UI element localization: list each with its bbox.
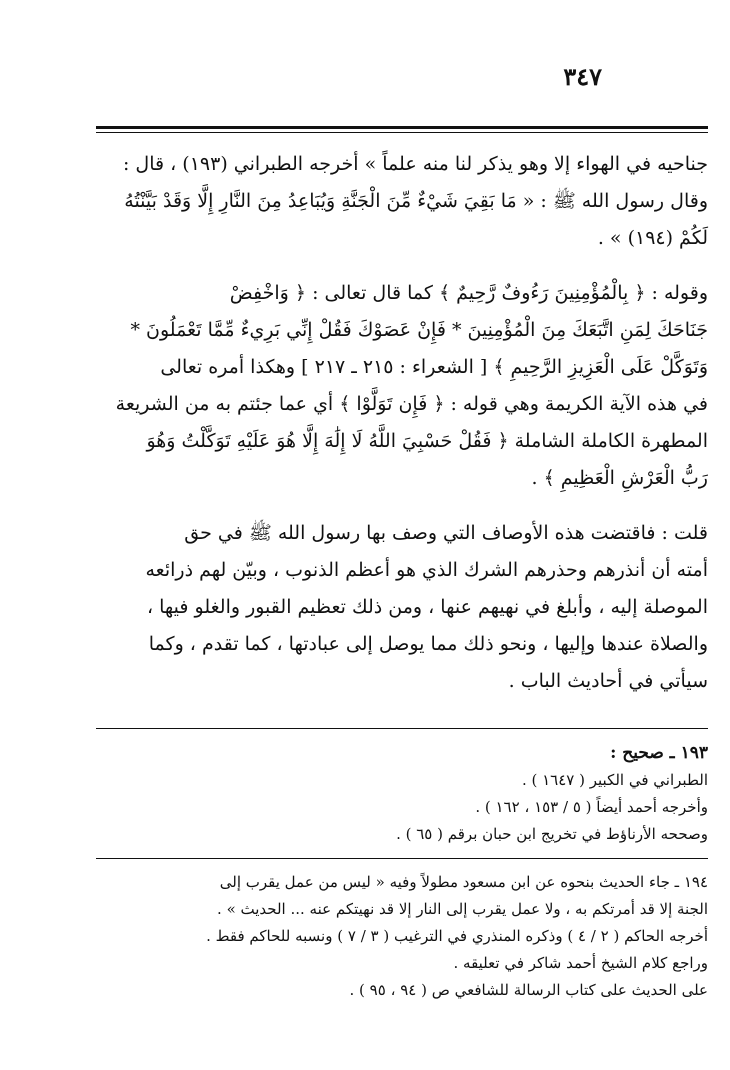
paragraph-1 — [96, 146, 708, 257]
text-line: وَتَوَكَّلْ عَلَى الْعَزِيزِ الرَّحِيمِ ﴾ [ الشعراء : ٢١٥ ـ ٢١٧ ] وهكذا أمره تعالى — [160, 356, 708, 378]
text-line: في هذه الآية الكريمة وهي قوله : ﴿ فَإِن تَوَلَّوْا ﴾ أي عما جئتم به من الشريعة — [115, 393, 708, 415]
header-rule-thick — [96, 126, 708, 129]
paragraph-3 — [96, 515, 708, 700]
paragraph-2 — [96, 275, 708, 497]
footnote-heading: ١٩٣ ـ صحيح : — [610, 743, 708, 763]
text-line: الموصلة إليه ، وأبلغ في نهيهم عنها ، ومن ذلك تعظيم القبور والغلو فيها ، — [146, 596, 708, 618]
text-line: المطهرة الكاملة الشاملة ﴿ فَقُلْ حَسْبِيَ اللَّهُ لَا إِلَٰهَ إِلَّا هُوَ عَلَيْهِ تَوَكَّلْتُ وَهُوَ — [146, 430, 708, 452]
text-line: والصلاة عندها وإليها ، ونحو ذلك مما يوصل إلى عبادتها ، كما تقدم ، وكما — [148, 633, 708, 655]
footnote-line: على الحديث على كتاب الرسالة للشافعي ص ( ٩٤ ، ٩٥ ) . — [349, 981, 708, 999]
footnote-line: أخرجه الحاكم ( ٢ / ٤ ) وذكره المنذري في الترغيب ( ٣ / ٧ ) ونسبه للحاكم فقط . — [206, 927, 708, 945]
footnote-line: الطبراني في الكبير ( ١٦٤٧ ) . — [521, 771, 708, 789]
text-line: سيأتي في أحاديث الباب . — [508, 670, 708, 692]
footnote-line: وصححه الأرناؤط في تخريج ابن حبان برقم ( ٦٥ ) . — [396, 825, 708, 843]
footnote-line: وراجع كلام الشيخ أحمد شاكر في تعليقه . — [453, 954, 708, 972]
text-line: رَبُّ الْعَرْشِ الْعَظِيمِ ﴾ . — [531, 467, 708, 489]
text-line: جناحيه في الهواء إلا وهو يذكر لنا منه علماً » أخرجه الطبراني (١٩٣) ، قال : — [122, 153, 708, 175]
page-number: ٣٤٧ — [563, 62, 602, 91]
text-line: وقال رسول الله ﷺ : « مَا بَقِيَ شَيْءٌ مِّنَ الْجَنَّةِ وَيُبَاعِدُ مِنَ النَّارِ إِلَّا وَقَدْ بَيَّنْتُهُ — [124, 190, 708, 212]
footnote-193 — [96, 740, 708, 848]
text-line: لَكُمْ (١٩٤) » . — [597, 227, 708, 249]
footnote-194 — [96, 869, 708, 1004]
text-line: قلت : فاقتضت هذه الأوصاف التي وصف بها رسول الله ﷺ في حق — [184, 522, 708, 544]
footnote-divider — [96, 858, 708, 859]
footnote-line: الجنة إلا قد أمرتكم به ، ولا عمل يقرب إلى النار إلا قد نهيتكم عنه ... الحديث » . — [217, 900, 708, 918]
footnote-line: ١٩٤ ـ جاء الحديث بنحوه عن ابن مسعود مطولاً وفيه « ليس من عمل يقرب إلى — [219, 873, 708, 891]
footnote-line: وأخرجه أحمد أيضاً ( ٥ / ١٥٣ ، ١٦٢ ) . — [475, 798, 708, 816]
main-text — [96, 146, 708, 718]
footnotes — [96, 740, 708, 1014]
text-line: أمته أن أنذرهم وحذرهم الشرك الذي هو أعظم الذنوب ، وبيّن لهم ذرائعه — [145, 559, 708, 581]
text-line: جَنَاحَكَ لِمَنِ اتَّبَعَكَ مِنَ الْمُؤْمِنِينَ * فَإِنْ عَصَوْكَ فَقُلْ إِنِّي بَرِيءٌ مِّمَّا تَعْمَلُونَ * — [130, 319, 708, 341]
footnote-separator — [96, 728, 708, 729]
header-rule-thin — [96, 132, 708, 133]
text-line: وقوله : ﴿ بِالْمُؤْمِنِينَ رَءُوفٌ رَّحِيمٌ ﴾ كما قال تعالى : ﴿ وَاخْفِضْ — [229, 282, 708, 304]
